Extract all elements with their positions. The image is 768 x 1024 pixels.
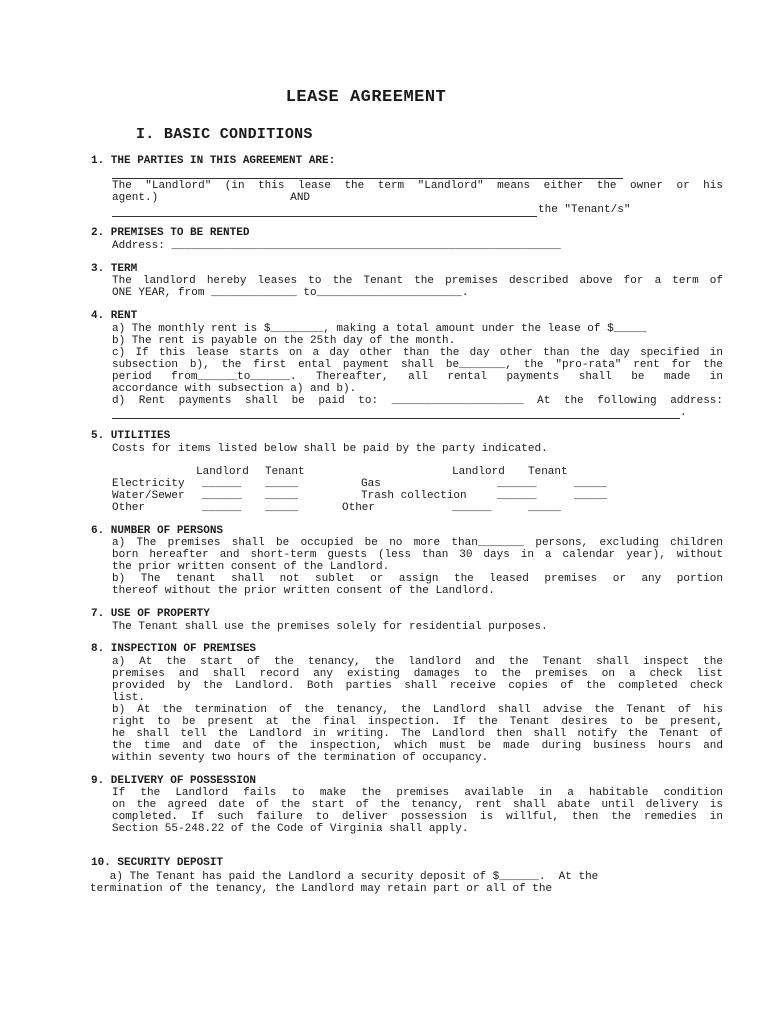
rent-line-a: a) The monthly rent is $________, making a total amount under the lease of $_____ bbox=[112, 323, 647, 335]
rent-line-b: b) The rent is payable on the 25th day of the month. bbox=[112, 335, 456, 347]
utilities-col-tenant-right: Tenant bbox=[528, 466, 568, 478]
utility-blank: ______ bbox=[202, 502, 242, 514]
utilities-col-landlord-left: Landlord bbox=[196, 466, 249, 478]
inspection-line-3: provided by the Landlord. Both parties shall receive copies of the completed check bbox=[112, 680, 723, 692]
section-5-heading: 5. UTILITIES bbox=[91, 430, 171, 442]
section-2-heading: 2. PREMISES TO BE RENTED bbox=[91, 227, 250, 239]
deposit-line-1: a) The Tenant has paid the Landlord a security deposit of $______. At the bbox=[90, 871, 599, 883]
utility-blank: _____ bbox=[265, 478, 299, 490]
utility-blank: _____ bbox=[574, 478, 608, 490]
inspection-line-8: the time and date of the inspection, which must be made during business hours and bbox=[112, 740, 723, 752]
utilities-col-tenant-left: Tenant bbox=[265, 466, 305, 478]
section-3-heading: 3. TERM bbox=[91, 263, 138, 275]
section-1-line-2: agent.) AND bbox=[112, 192, 311, 204]
inspection-line-2: premises and shall record any existing damages to the premises on a check list bbox=[112, 668, 723, 680]
inspection-line-4: list. bbox=[112, 692, 146, 704]
rent-line-c1: c) If this lease starts on a day other than the day other than the day specified in bbox=[112, 347, 723, 359]
rent-address-blank bbox=[112, 418, 680, 419]
possession-line-4: Section 55-248.22 of the Code of Virginia shall apply. bbox=[112, 823, 469, 835]
inspection-line-7: he shall tell the Landlord in writing. The Landlord then shall notify the Tenant of bbox=[112, 728, 723, 740]
inspection-line-6: right to be present at the final inspection. If the Tenant desires to be present, bbox=[112, 716, 723, 728]
utility-blank: _____ bbox=[574, 490, 608, 502]
utility-electricity: Electricity bbox=[112, 478, 185, 490]
section-6-heading: 6. NUMBER OF PERSONS bbox=[91, 525, 224, 537]
persons-line-5: thereof without the prior written consent of the Landlord. bbox=[112, 585, 495, 597]
possession-line-1: If the Landlord fails to make the premises available in a habitable condition bbox=[112, 787, 723, 799]
section-7-heading: 7. USE OF PROPERTY bbox=[91, 608, 210, 620]
section-1-line-1: The "Landlord" (in this lease the term "Landlord" means either the owner or his bbox=[112, 180, 723, 192]
utility-other-left: Other bbox=[112, 502, 146, 514]
address-line: Address: ___________________________________________________________ bbox=[112, 240, 561, 252]
utility-blank: _____ bbox=[265, 502, 299, 514]
inspection-line-9: within seventy two hours of the termination of occupancy. bbox=[112, 752, 489, 764]
inspection-line-1: a) At the start of the tenancy, the landlord and the Tenant shall inspect the bbox=[112, 656, 723, 668]
utility-blank: _____ bbox=[265, 490, 299, 502]
document-title: LEASE AGREEMENT bbox=[285, 88, 447, 107]
rent-line-c4: accordance with subsection a) and b). bbox=[112, 383, 357, 395]
rent-line-d: d) Rent payments shall be paid to: ____________________ At the following address: bbox=[112, 395, 723, 407]
section-1-line-3: the "Tenant/s" bbox=[538, 204, 631, 216]
use-property-line: The Tenant shall use the premises solely for residential purposes. bbox=[112, 621, 548, 633]
rent-line-c3: period from______to______. Thereafter, all rental payments shall be made in bbox=[112, 371, 723, 383]
rent-line-c2: subsection b), the first ental payment shall be_______, the "pro-rata" rent for the bbox=[112, 359, 723, 371]
landlord-name-blank bbox=[112, 178, 623, 179]
possession-line-2: on the agreed date of the start of the tenancy, rent shall abate until delivery is bbox=[112, 799, 723, 811]
section-10-heading: 10. SECURITY DEPOSIT bbox=[91, 857, 224, 869]
utility-gas: Gas bbox=[361, 478, 381, 490]
section-8-heading: 8. INSPECTION OF PREMISES bbox=[91, 643, 257, 655]
utility-water-sewer: Water/Sewer bbox=[112, 490, 185, 502]
utility-blank: ______ bbox=[497, 490, 537, 502]
section-4-heading: 4. RENT bbox=[91, 310, 138, 322]
utility-blank: _____ bbox=[528, 502, 562, 514]
possession-line-3: completed. If such failure to deliver possession is willful, then the remedies in bbox=[112, 811, 723, 823]
utility-blank: ______ bbox=[202, 490, 242, 502]
persons-line-3: the prior written consent of the Landlord. bbox=[112, 561, 390, 573]
persons-line-1: a) The premises shall be occupied be no more than_______ persons, excluding children bbox=[112, 537, 723, 549]
utility-trash-collection: Trash collection bbox=[361, 490, 467, 502]
persons-line-4: b) The tenant shall not sublet or assign the leased premises or any portion bbox=[112, 573, 723, 585]
inspection-line-5: b) At the termination of the tenancy, the Landlord shall advise the Tenant of his bbox=[112, 704, 723, 716]
utility-blank: ______ bbox=[497, 478, 537, 490]
persons-line-2: born hereafter and short-term guests (less than 30 days in a calendar year), without bbox=[112, 549, 723, 561]
section-3-line-1: The landlord hereby leases to the Tenant the premises described above for a term of bbox=[112, 275, 723, 287]
part-title: I. BASIC CONDITIONS bbox=[136, 126, 313, 143]
rent-address-period: . bbox=[680, 407, 687, 419]
utility-blank: ______ bbox=[202, 478, 242, 490]
tenant-name-blank bbox=[112, 216, 537, 217]
section-9-heading: 9. DELIVERY OF POSSESSION bbox=[91, 775, 257, 787]
utility-other-right: Other bbox=[342, 502, 376, 514]
section-3-line-2: ONE YEAR, from _____________ to______________________. bbox=[112, 287, 469, 299]
utilities-col-landlord-right: Landlord bbox=[452, 466, 505, 478]
utilities-intro: Costs for items listed below shall be paid by the party indicated. bbox=[112, 443, 548, 455]
deposit-line-2: termination of the tenancy, the Landlord may retain part or all of the bbox=[90, 883, 553, 895]
utility-blank: ______ bbox=[452, 502, 492, 514]
section-1-heading: 1. THE PARTIES IN THIS AGREEMENT ARE: bbox=[91, 155, 336, 167]
